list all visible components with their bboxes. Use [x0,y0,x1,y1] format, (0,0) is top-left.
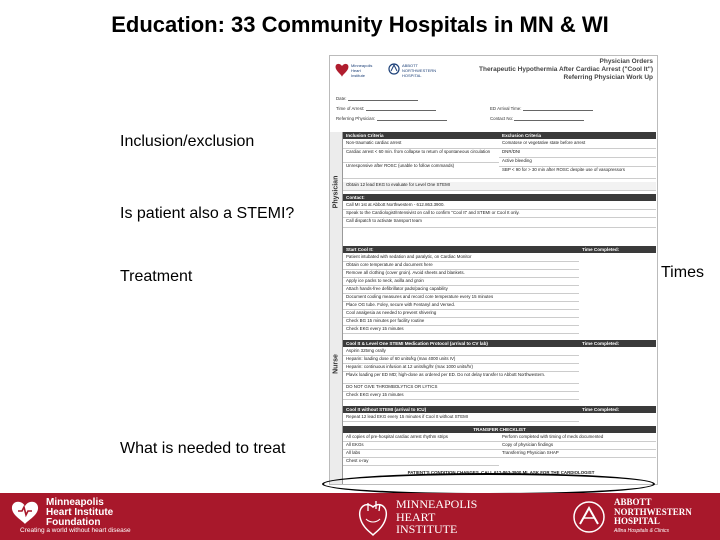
form-header-line2: Therapeutic Hypothermia After Cardiac Arrest ("Cool It") [479,66,653,73]
form-header-line3: Referring Physician Work Up [563,74,653,81]
heart-icon [10,499,40,525]
transfer-left-row: All EKGs [343,442,499,450]
exclusion-row: SBP < 90 for > 30 min after ROSC despite use of vasopressors [499,167,656,179]
time-completed-header-2: Time Completed: [579,340,656,347]
transfer-right-row: Copy of physician findings [499,442,656,450]
anw-logo-icon [388,60,442,86]
nurse-row: Patient intubated with sedation and paralytic, on Cardiac Monitor [343,254,579,262]
stemi-ekg-row: Obtain 12 lead EKG to evaluate for Level One STEMI [343,182,656,191]
mhif-name: Minneapolis Heart Institute Foundation [46,497,114,528]
nurse-row: Place OG tube. Foley, secure with Fentanyl and Versed. [343,302,579,310]
transfer-left-row: Chest x-ray [343,458,499,466]
exclusion-row: Active bleeding [499,158,656,167]
transfer-right-row: Transferring Physician SHAP [499,450,656,458]
transfer-right-row: Perform completed with timing of meds documented [499,434,656,442]
exclusion-header: Exclusion Criteria [499,132,656,139]
inclusion-header: Inclusion Criteria [343,132,499,139]
anatomical-heart-icon [356,499,390,537]
form-logo1-line2: Heart [351,68,361,73]
inclusion-row: Non-traumatic cardiac arrest [343,140,499,149]
mhi-logo [332,496,532,538]
stemi-row: Plavix loading per ED MD; high-dose as ordered per ED. Do not delay transfer to Abbott Northwestern. [343,372,579,384]
exclusion-row: DNR/DNI [499,149,656,158]
nurse-row: Obtain core temperature and document here [343,262,579,270]
physician-orders-form [329,55,658,485]
footer-banner [0,493,720,540]
nurse-row: Document cooling measures and record core temperature every 15 minutes [343,294,579,302]
mhi-logo-icon [334,60,380,86]
inclusion-row: Unresponsive after ROSC (unable to follow commands) [343,163,499,179]
anw-emblem-icon [572,500,606,534]
stemi-row: Check EKG every 15 minutes [343,392,579,400]
nurse-row: Apply ice packs to neck, axilla and groin [343,278,579,286]
field-referring-physician: Referring Physician: [336,116,447,121]
label-times: Times [661,264,704,281]
exclusion-row: Comatose or vegetative state before arrest [499,140,656,149]
form-logo1-line1: Minneapolis [351,63,373,68]
stemi-row: Aspirin 325mg orally [343,348,579,356]
start-cool-it-header: Start Cool It: [343,246,579,253]
anw-logo [568,496,718,538]
transfer-left-row: All copies of pre-hospital cardiac arrest rhythm strips [343,434,499,442]
stemi-protocol-header: Cool It & Level One STEMI Medication Protocol (arrival to CV lab) [343,340,579,347]
form-footer-note: PATIENT'S CONDITION CHANGES, CALL 612-863-3900 MI, ASK FOR THE CARDIOLOGIST [407,470,595,475]
physician-side-label: Physician [330,132,343,252]
form-logo2-line1: ABBOTT [402,63,419,68]
stemi-row: Heparin: loading dose of 60 units/kg (max 4000 units IV) [343,356,579,364]
transfer-checklist-header: TRANSFER CHECKLIST [343,426,656,433]
form-header-titles [479,58,653,82]
stemi-row: DO NOT GIVE THROMBOLYTICS OR LYTICS [343,384,579,392]
form-header-line1: Physician Orders [599,58,653,65]
slide-title: Education: 33 Community Hospitals in MN & WI [111,12,609,37]
time-completed-header-3: Time Completed: [579,406,656,413]
nurse-side-label: Nurse [330,244,343,484]
nurse-row: Attach hands-free defibrillator pads/pacing capability [343,286,579,294]
transfer-left-row: All labs [343,450,499,458]
contact-row: Call dispatch to activate transport team [343,218,656,228]
stemi-row: Heparin: continuous infusion at 12 units/kg/hr (max 1000 units/hr) [343,364,579,372]
form-logo1-line3: Institute [351,73,366,78]
label-treatment: Treatment [120,268,193,285]
label-what-needed: What is needed to treat [120,440,286,457]
field-contact-no: Contact No: [490,116,584,121]
contact-row: Call MI 1st at Abbott Northwestern - 612.863.3900. [343,202,656,210]
form-logo2-line2: NORTHWESTERN [402,68,437,73]
cool-only-header: Cool It without STEMI (arrival to ICU) [343,406,579,413]
mhi-name: MINNEAPOLIS HEART INSTITUTE [396,497,478,536]
mhif-logo [6,496,276,538]
anw-subtitle: Allina Hospitals & Clinics [614,528,670,534]
contact-header: Contact: [343,194,656,201]
nurse-row: Check BG 15 minutes per facility routine [343,318,579,326]
cool-only-row: Repeat 12 lead EKG every 15 minutes if Cool It without STEMI [343,414,579,422]
highlight-oval [322,473,655,495]
field-ed-arrival: ED Arrival Time: [490,106,593,111]
label-is-stemi: Is patient also a STEMI? [120,205,295,222]
time-completed-header: Time Completed: [579,246,656,253]
form-header [330,56,657,92]
field-date: Date: [336,96,418,101]
mhif-tagline: Creating a world without heart disease [20,527,131,534]
nurse-row: Cool analgesia as needed to prevent shivering [343,310,579,318]
nurse-row: Remove all clothing (cover groin). Avoid sheets and blankets. [343,270,579,278]
label-inclusion-exclusion: Inclusion/exclusion [120,133,255,150]
form-logo2-line3: HOSPITAL [402,73,422,78]
inclusion-row: Cardiac arrest < 60 min. from collapse to return of spontaneous circulation [343,149,499,163]
physician-section [330,132,657,252]
nurse-row: Check EKG every 15 minutes [343,326,579,334]
field-time-arrest: Time of Arrest: [336,106,436,111]
anw-name: ABBOTT NORTHWESTERN HOSPITAL [614,497,692,526]
nurse-section [330,244,657,484]
contact-row: Speak to the Cardiologist/Intensivist on call to confirm "Cool It" and STEMI or Cool It only. [343,210,656,218]
